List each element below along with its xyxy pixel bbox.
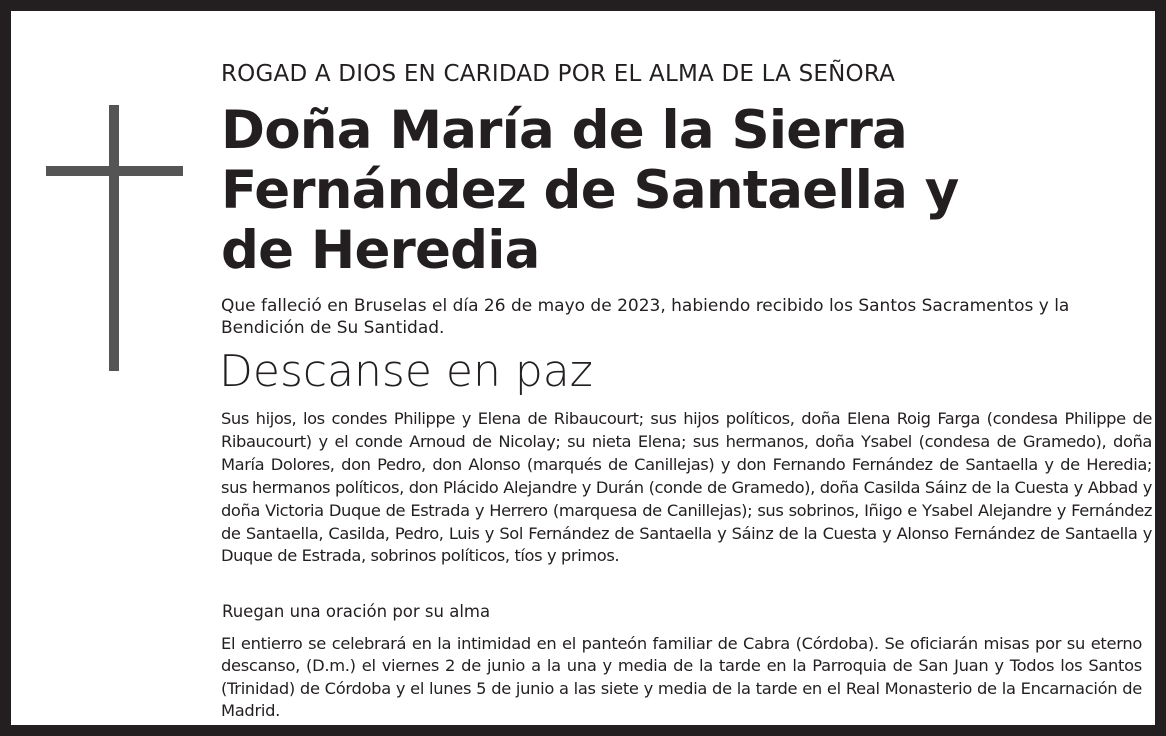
deceased-name-line-1: Doña María de la Sierra [221,100,908,161]
cross-icon-arm [46,166,183,176]
deceased-name [221,101,1141,281]
prayer-request: Ruegan una oración por su alma [222,602,491,621]
death-statement: Que falleció en Bruselas el día 26 de mayo de 2023, habiendo recibido los Santos Sacramentos y la Bendición de Su Santidad. [221,296,1070,338]
rest-in-peace-heading: Descanse en paz [219,346,593,397]
burial-paragraph: El entierro se celebrará en la intimidad en el panteón familiar de Cabra (Córdoba). Se oficiarán misas por su eterno descanso, (D.m.) el viernes 2 de junio a la una y media de la tarde en la Parroquia de San Juan y Todos los Santos (Trinidad) de Córdoba y el lunes 5 de junio a las siete y media de la tarde en el Real Monasterio de la Encarnación de Madrid. [221,634,1142,720]
deceased-name-line-2: Fernández de Santaella y [221,160,959,221]
cross-icon [109,105,119,371]
notice-header: ROGAD A DIOS EN CARIDAD POR EL ALMA DE LA SEÑORA [221,61,896,87]
family-paragraph: Sus hijos, los condes Philippe y Elena de Ribaucourt; sus hijos políticos, doña Elena Roig Farga (condesa Philippe de Ribaucourt) y el conde Arnoud de Nicolay; su nieta Elena; sus hermanos, doña Ysabel (condesa de Gramedo), doña María Dolores, don Pedro, don Alonso (marqués de Canillejas) y don Fernando Fernández de Santaella y de Heredia; sus hermanos políticos, don Plácido Alejandre y Durán (conde de Gramedo), doña Casilda Sáinz de la Cuesta y Abbad y doña Victoria Duque de Estrada y Herrero (marquesa de Canillejas); sus sobrinos, Iñigo e Ysabel Alejandre y Fernández de Santaella, Casilda, Pedro, Luis y Sol Fernández de Santaella y Sáinz de la Cuesta y Alonso Fernández de Santaella y Duque de Estrada, sobrinos políticos, tíos y primos. [221,409,1152,566]
deceased-name-line-3: de Heredia [221,220,540,281]
